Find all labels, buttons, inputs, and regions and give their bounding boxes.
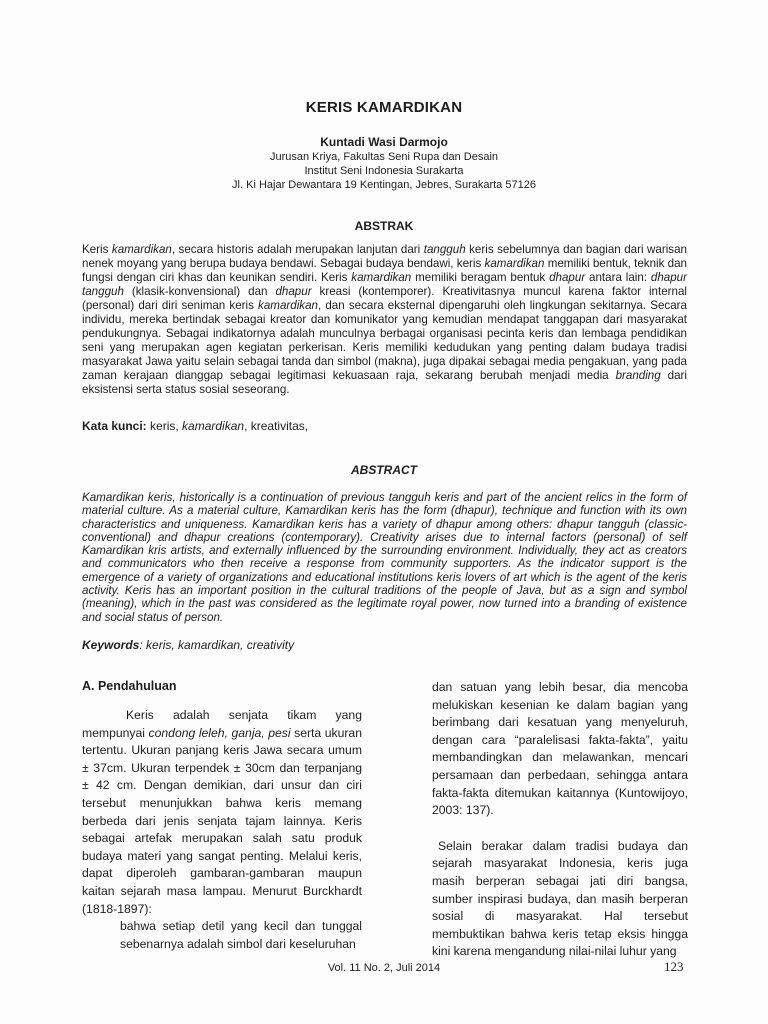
affiliation-institute: Institut Seni Indonesia Surakarta (304, 165, 464, 177)
kata-kunci: Kata kunci: keris, kamardikan, kreativitas, (82, 419, 309, 433)
keywords: Keywords: keris, kamardikan, creativity (82, 638, 295, 652)
affiliation-dept: Jurusan Kriya, Fakultas Seni Rupa dan Desain (269, 151, 499, 163)
right-column (432, 679, 688, 961)
section-a-heading: A. Pendahuluan (82, 679, 177, 693)
journal-footer: Vol. 11 No. 2, Juli 2014 (327, 962, 441, 974)
affiliation-address: Jl. Ki Hajar Dewantara 19 Kentingan, Jebres, Surakarta 57126 (232, 179, 536, 191)
abstract-heading: ABSTRACT (351, 463, 417, 477)
article-title: KERIS KAMARDIKAN (305, 99, 463, 116)
abstrak-heading: ABSTRAK (354, 219, 414, 233)
left-column (82, 707, 362, 953)
page-number: 123 (664, 959, 684, 974)
quote-continuation: dan satuan yang lebih besar, dia mencoba melukiskan kesenian ke dalam bagian yang berimbang dari kesatuan yang menyeluruh, dengan cara “paralelisasi fakta-fakta”, yaitu membandingkan dan melawankan, mencari persamaan dan perbedaan, sehingga antara fakta-fakta ditemukan kaitannya (Kuntowijoyo, 2003: 137). (432, 680, 688, 818)
block-quote: bahwa setiap detil yang kecil dan tunggal sebenarnya adalah simbol dari keseluruhan (120, 919, 362, 951)
abstrak-paragraph: Keris kamardikan, secara historis adalah merupakan lanjutan dari tangguh keris sebelumnya dan bagian dari warisan nenek moyang yang berupa budaya bendawi. Sebagai budaya bendawi, keris kamardikan memiliki bentuk, teknik dan fungsi dengan ciri khas dan keunikan sendiri. Keris kamardikan memiliki beragam bentuk dhapur antara lain: dhapur tangguh (klasik-konvensional) dan dhapur kreasi (kontemporer). Kreativitasnya muncul karena faktor internal (personal) dari diri seniman keris kamardikan, dan secara eksternal dipengaruhi oleh lingkungan sekitarnya. Secara individu, mereka bertindak sebagai kreator dan komunikator yang kemudian mendapat tanggapan dari masyarakat pendukungnya. Sebagai indikatornya adalah munculnya berbagai organisasi pecinta keris dan lembaga pendidikan seni yang merupakan agen kegiatan perkerisan. Keris memiliki kedudukan yang penting dalam budaya tradisi masyarakat Jawa yaitu selain sebagai tanda dan simbol (makna), juga dipakai sebagai media pengakuan, yang pada zaman kerajaan dianggap sebagai legitimasi kekuasaan raja, sekarang berubah menjadi media branding dari eksistensi serta status sosial seseorang. (82, 243, 687, 396)
intro-paragraph: Keris adalah senjata tikam yang mempunyai condong leleh, ganja, pesi serta ukuran tertentu. Ukuran panjang keris Jawa secara umum ± 37cm. Ukuran terpendek ± 30cm dan terpanjang ± 42 cm. Dengan demikian, dari unsur dan ciri tersebut menunjukkan bahwa keris memang berbeda dari jenis senjata tajam lainnya. Keris sebagai artefak merupakan salah satu produk budaya materi yang sangat penting. Melalui keris, dapat diperoleh gambaran-gambaran maupun kaitan sejarah masa lampau. Menurut Burckhardt (1818-1897): (82, 708, 362, 916)
author-name: Kuntadi Wasi Darmojo (320, 135, 448, 149)
abstract-paragraph: Kamardikan keris, historically is a continuation of previous tangguh keris and part of the ancient relics in the form of material culture. As a material culture, Kamardikan keris has the form (dhapur), technique and function with its own characteristics and uniqueness. Kamardikan keris has a variety of dhapur among others: dhapur tangguh (classic-conventional) and dhapur creations (contemporary). Creativity arises due to internal factors (personal) of self Kamardikan kris artists, and externally influenced by the surrounding environment. Individually, they act as creators and communicators who then receive a response from community supporters. As the indicator support is the emergence of a variety of organizations and educational institutions keris lovers of art which is the agent of the keris activity. Keris has an important position in the cultural traditions of the people of Java, but as a sign and symbol (meaning), which in the past was considered as the legitimate royal power, now turned into a branding of existence and social status of person. (82, 491, 687, 624)
second-paragraph: Selain berakar dalam tradisi budaya dan sejarah masyarakat Indonesia, keris juga masih berperan sebagai jati diri bangsa, sumber inspirasi budaya, dan masih berperan sosial di masyarakat. Hal tersebut membuktikan bahwa keris tetap eksis hingga kini karena mengandung nilai-nilai luhur yang (432, 838, 688, 959)
